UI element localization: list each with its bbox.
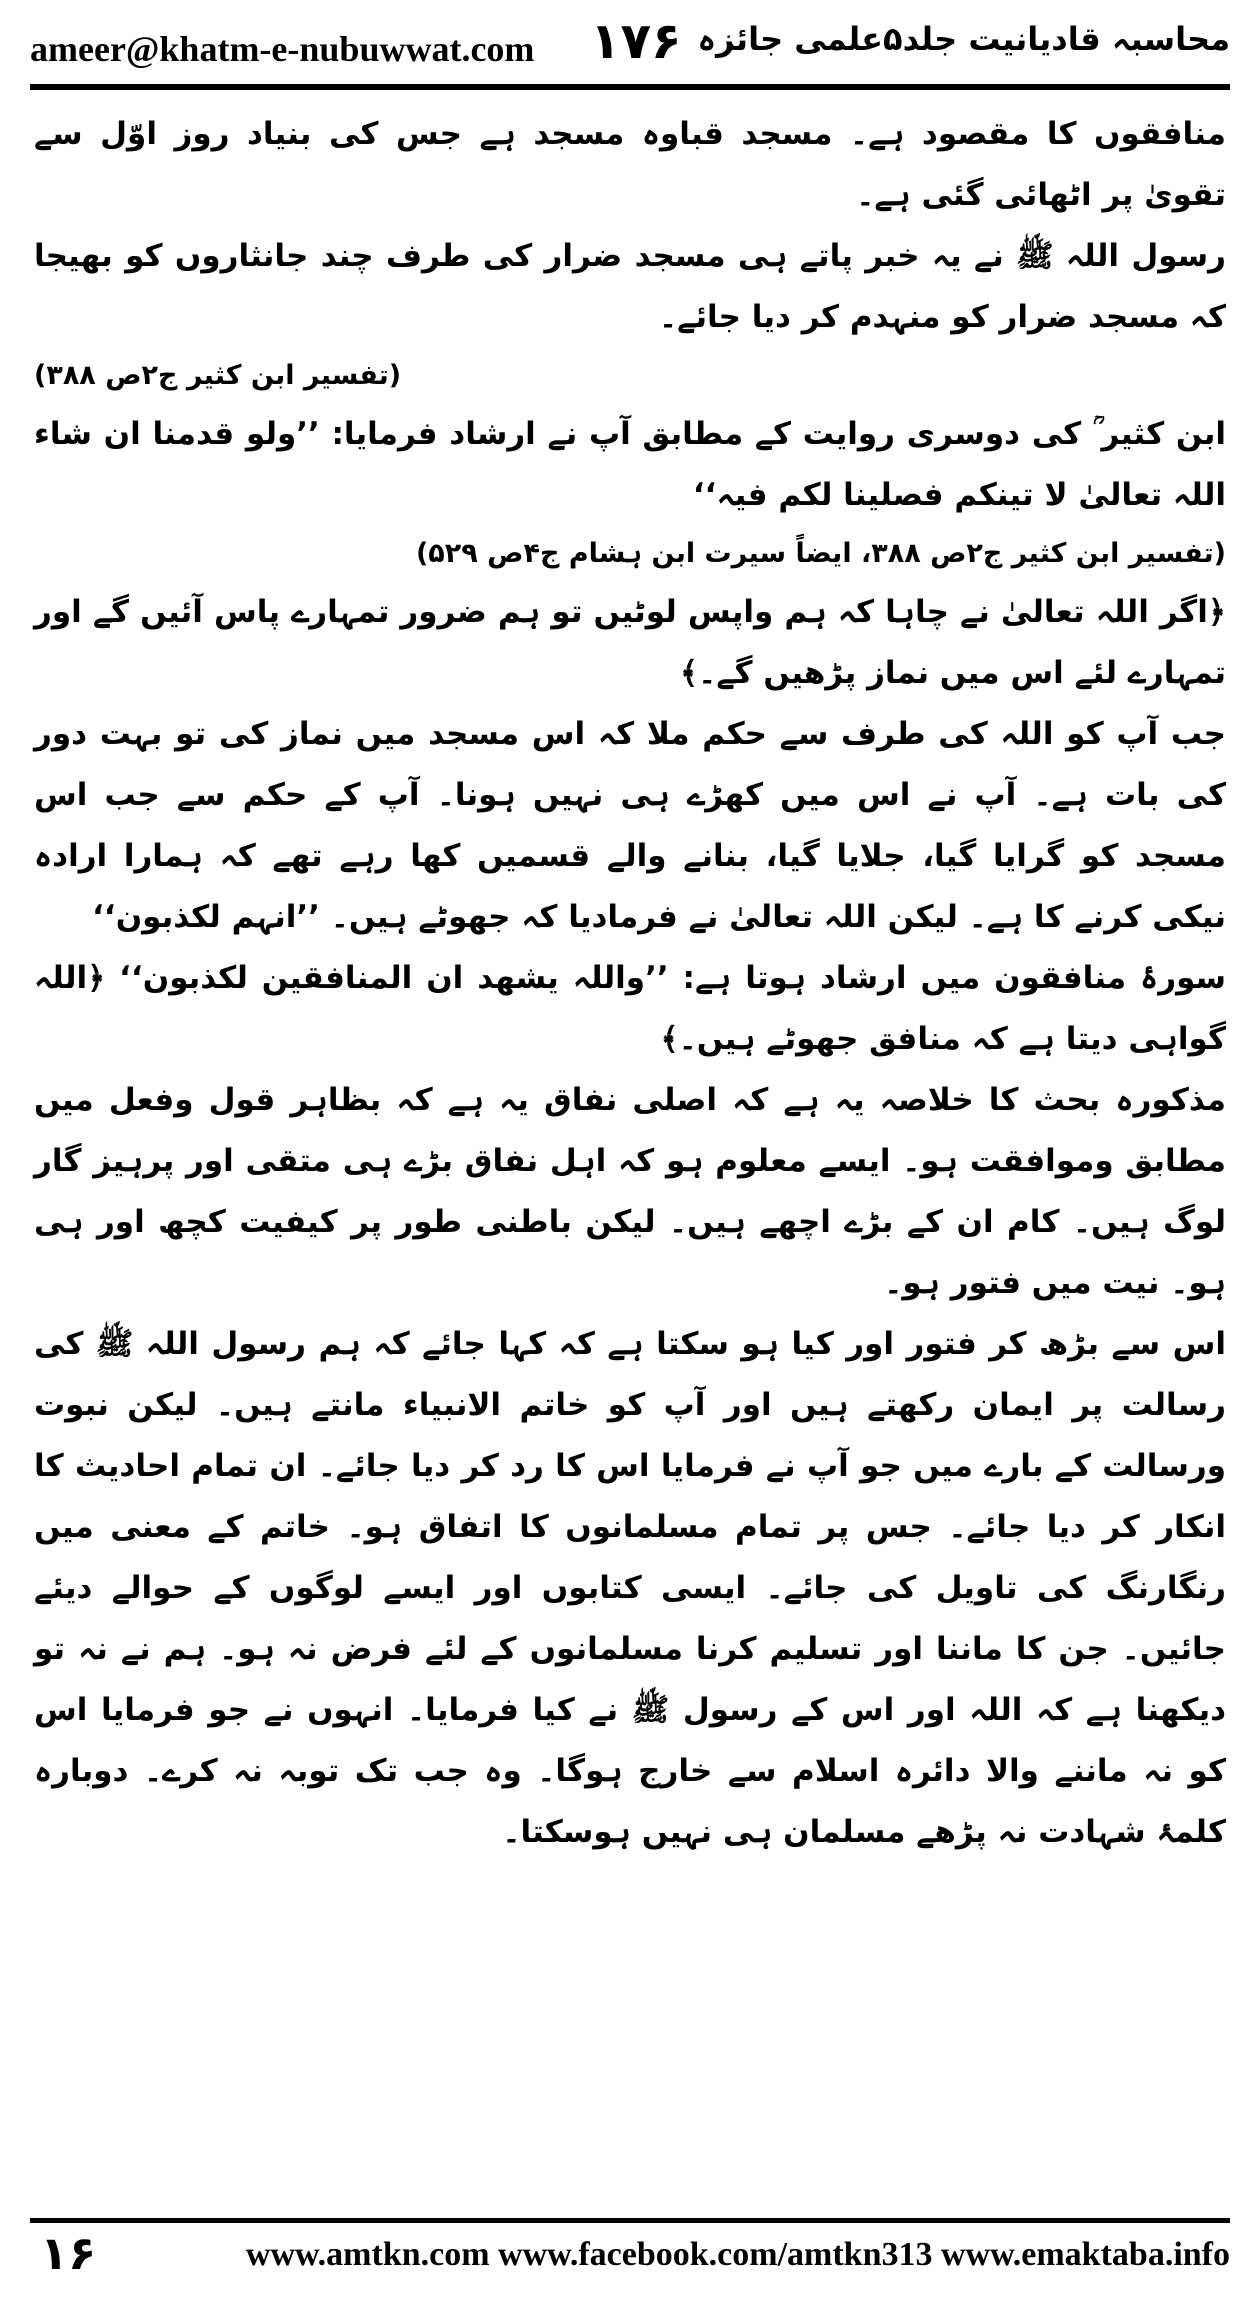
header-book-title: محاسبہ قادیانیت جلد۵علمی جائزہ [697,20,1230,58]
page-header [30,12,1230,82]
footer-divider [30,2218,1230,2223]
paragraph-8: اس سے بڑھ کر فتور اور کیا ہو سکتا ہے کہ کہا جائے کہ ہم رسول اللہ ﷺ کی رسالت پر ایمان رکھتے ہیں اور آپ کو خاتم الانبیاء مانتے ہیں۔ لیکن نبوت ورسالت کے بارے میں جو آپ نے فرمایا اس کا رد کر دیا جائے۔ ان تمام احادیث کا انکار کر دیا جائے۔ جس پر تمام مسلمانوں کا اتفاق ہو۔ خاتم کے معنی میں رنگارنگ کی تاویل کی جائے۔ ایسی کتابوں اور ایسے لوگوں کے حوالے دیئے جائیں۔ جن کا ماننا اور تسلیم کرنا مسلمانوں کے لئے فرض نہ ہو۔ ہم نے نہ تو دیکھنا ہے کہ اللہ اور اس کے رسول ﷺ نے کیا فرمایا۔ انہوں نے جو فرمایا اس کو نہ ماننے والا دائرہ اسلام سے خارج ہوگا۔ وہ جب تک توبہ نہ کرے۔ دوبارہ کلمۂ شہادت نہ پڑھے مسلمان ہی نہیں ہوسکتا۔ [34,1326,1226,1850]
page-footer [30,2226,1230,2290]
citation-1: (تفسیر ابن کثیر ج۲ص ۳۸۸) [34,360,402,391]
page-body [34,104,1226,1863]
header-divider [30,84,1230,90]
paragraph-7: مذکورہ بحث کا خلاصہ یہ ہے کہ اصلی نفاق یہ ہے کہ بظاہر قول وفعل میں مطابق وموافقت ہو۔ ایسے معلوم ہو کہ اہل نفاق بڑے ہی متقی اور پرہیز گار لوگ ہیں۔ کام ان کے بڑے اچھے ہیں۔ لیکن باطنی طور پر کیفیت کچھ اور ہی ہو۔ نیت میں فتور ہو۔ [34,1082,1226,1301]
paragraph-5: جب آپ کو اللہ کی طرف سے حکم ملا کہ اس مسجد میں نماز کی تو بہت دور کی بات ہے۔ آپ نے اس میں کھڑے ہی نہیں ہونا۔ آپ کے حکم سے جب اس مسجد کو گرایا گیا، جلایا گیا، بنانے والے قسمیں کھا رہے تھے کہ ہمارا ارادہ نیکی کرنے کا ہے۔ لیکن اللہ تعالیٰ نے فرمادیا کہ جھوٹے ہیں۔ ’’انہم لکذبون‘‘ [34,716,1226,935]
paragraph-4-translation: ﴿اگر اللہ تعالیٰ نے چاہا کہ ہم واپس لوٹیں تو ہم ضرور تمہارے پاس آئیں گے اور تمہارے لئے اس میں نماز پڑھیں گے۔﴾ [34,594,1226,691]
paragraph-3: ابن کثیر ؒ کی دوسری روایت کے مطابق آپ نے ارشاد فرمایا: ’’ولو قدمنا ان شاء اللہ تعالیٰ لا تینکم فصلینا لکم فیہ‘‘ [34,416,1226,513]
header-page-number: ۱۷۶ [590,12,682,70]
citation-2: (تفسیر ابن کثیر ج۲ص ۳۸۸، ایضاً سیرت ابن ہشام ج۴ص ۵۲۹) [415,538,1226,569]
footer-website-links: www.amtkn.com www.facebook.com/amtkn313 www.emaktaba.info [245,2236,1230,2273]
paragraph-6: سورۂ منافقون میں ارشاد ہوتا ہے: ’’واللہ یشھد ان المنافقین لکذبون‘‘ ﴿اللہ گواہی دیتا ہے کہ منافق جھوٹے ہیں۔﴾ [34,960,1226,1057]
paragraph-2: رسول اللہ ﷺ نے یہ خبر پاتے ہی مسجد ضرار کی طرف چند جانثاروں کو بھیجا کہ مسجد ضرار کو منہدم کر دیا جائے۔ [34,238,1226,335]
header-email: ameer@khatm-e-nubuwwat.com [30,29,535,69]
paragraph-1: منافقوں کا مقصود ہے۔ مسجد قباوہ مسجد ہے جس کی بنیاد روز اوّل سے تقویٰ پر اٹھائی گئی ہے۔ [34,116,1226,213]
footer-page-number: ۱۶ [40,2226,97,2280]
